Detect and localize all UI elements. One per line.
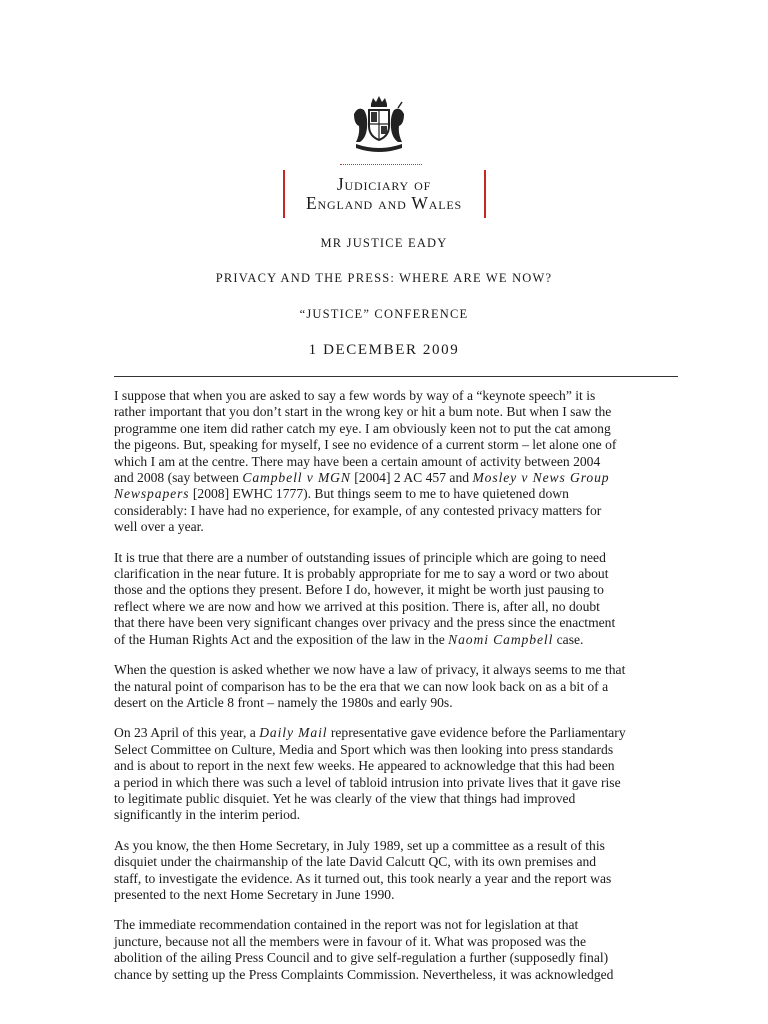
text-line <box>114 917 684 933</box>
text-run: [2004] 2 AC 457 and <box>350 470 473 486</box>
royal-coat-of-arms-icon <box>348 94 410 156</box>
text-run: rather important that you don’t start in the wrong key or hit a bum note. But when I saw the <box>114 404 612 420</box>
text-run: presented to the next Home Secretary in June 1990. <box>114 886 395 902</box>
letterhead-left-bar <box>283 170 285 218</box>
text-line <box>114 550 684 566</box>
text-line <box>114 950 684 966</box>
text-run: to legitimate public disquiet. Yet he was clearly of the view that things had improved <box>114 790 576 806</box>
body-paragraph <box>114 662 684 711</box>
body-paragraph <box>114 388 684 536</box>
text-line <box>114 871 684 887</box>
text-run: and 2008 (say between <box>114 470 243 486</box>
text-line <box>114 404 684 420</box>
text-line <box>114 725 684 741</box>
text-run: which I am at the centre. There may have been a certain amount of activity between 2004 <box>114 453 601 469</box>
text-run: disquiet under the chairmanship of the late David Calcutt QC, with its own premises and <box>114 854 597 870</box>
text-line <box>114 791 684 807</box>
speaker-name: MR JUSTICE EADY <box>320 236 448 250</box>
italic-text: Daily Mail <box>259 725 328 741</box>
text-run: chance by setting up the Press Complaints Commission. Nevertheless, it was acknowledged <box>114 966 614 982</box>
italic-text: Campbell v MGN <box>242 470 351 486</box>
conference-name: “JUSTICE” CONFERENCE <box>299 307 469 321</box>
speech-date: 1 DECEMBER 2009 <box>308 342 460 358</box>
speech-title: PRIVACY AND THE PRESS: WHERE ARE WE NOW? <box>215 271 553 285</box>
text-line <box>114 437 684 453</box>
text-run: the pigeons. But, speaking for myself, I see no evidence of a current storm – let alone one of <box>114 437 617 453</box>
text-run: juncture, because not all the members were in favour of it. What was proposed was the <box>114 933 586 949</box>
body-paragraph <box>114 838 684 904</box>
title-divider <box>114 376 678 377</box>
body-paragraph <box>114 917 684 983</box>
text-run: Select Committee on Culture, Media and Sport which was then looking into press standards <box>114 741 614 757</box>
text-line <box>114 486 684 502</box>
text-run: reflect where we are now and how we arrived at this position. There is, after all, no doubt <box>114 598 600 614</box>
italic-text: Newspapers <box>114 486 190 502</box>
text-line <box>114 454 684 470</box>
text-run: On 23 April of this year, a <box>114 725 260 741</box>
italic-text: Mosley v News Group <box>472 470 610 486</box>
text-line <box>114 566 684 582</box>
letterhead-dotted-rule <box>340 164 422 165</box>
text-run: abolition of the ailing Press Council and to give self-regulation a further (supposedly final) <box>114 950 609 966</box>
org-name-line2: England and Wales <box>306 193 462 213</box>
italic-text: Naomi Campbell <box>448 631 554 647</box>
text-line <box>114 662 684 678</box>
text-line <box>114 421 684 437</box>
text-run: that there have been very significant changes over privacy and the press since the enactment <box>114 615 616 631</box>
text-run: I suppose that when you are asked to say a few words by way of a “keynote speech” it is <box>114 388 596 403</box>
text-run: significantly in the interim period. <box>114 807 301 823</box>
text-line <box>114 519 684 535</box>
text-line <box>114 887 684 903</box>
text-line <box>114 758 684 774</box>
text-line <box>114 775 684 791</box>
letterhead-right-bar <box>484 170 486 218</box>
text-run: of the Human Rights Act and the exposition of the law in the <box>114 631 449 647</box>
text-line <box>114 967 684 983</box>
text-line <box>114 695 684 711</box>
text-run: well over a year. <box>114 519 204 535</box>
text-run: case. <box>553 631 584 647</box>
body-paragraph <box>114 550 684 648</box>
text-line <box>114 679 684 695</box>
text-line <box>114 807 684 823</box>
text-line <box>114 854 684 870</box>
text-run: As you know, the then Home Secretary, in July 1989, set up a committee as a result of this <box>114 837 605 853</box>
text-line <box>114 934 684 950</box>
text-run: desert on the Article 8 front – namely the 1980s and early 90s. <box>114 694 453 710</box>
text-line <box>114 838 684 854</box>
text-line <box>114 615 684 631</box>
text-run: the natural point of comparison has to be the era that we can now look back on as a bit of a <box>114 678 609 694</box>
text-line <box>114 632 684 648</box>
text-line <box>114 742 684 758</box>
text-run: representative gave evidence before the Parliamentary <box>327 725 626 741</box>
text-line <box>114 470 684 486</box>
body-paragraph <box>114 725 684 823</box>
text-run: staff, to investigate the evidence. As it turned out, this took nearly a year and the report was <box>114 870 612 886</box>
text-line <box>114 388 684 404</box>
text-line <box>114 582 684 598</box>
text-run: and is about to report in the next few weeks. He appeared to acknowledge that this had been <box>114 758 615 774</box>
text-run: considerably: I have had no experience, for example, of any contested privacy matters for <box>114 502 602 518</box>
text-run: [2008] EWHC 1777). But things seem to me to have quietened down <box>189 486 569 502</box>
speech-body <box>114 388 684 997</box>
text-run: The immediate recommendation contained in the report was not for legislation at that <box>114 917 579 933</box>
text-run: those and the options they present. Before I do, however, it might be worth just pausing to <box>114 582 604 598</box>
text-run: It is true that there are a number of outstanding issues of principle which are going to need <box>114 549 606 565</box>
text-run: a period in which there was such a level of tabloid intrusion into private lives that it gave rise <box>114 774 621 790</box>
org-name-line1: Judiciary of <box>336 174 432 194</box>
text-run: When the question is asked whether we now have a law of privacy, it always seems to me that <box>114 662 626 678</box>
text-run: programme one item did rather catch my eye. I am obviously keen not to put the cat among <box>114 420 611 436</box>
text-run: clarification in the near future. It is probably appropriate for me to say a word or two about <box>114 566 609 582</box>
text-line <box>114 599 684 615</box>
text-line <box>114 503 684 519</box>
